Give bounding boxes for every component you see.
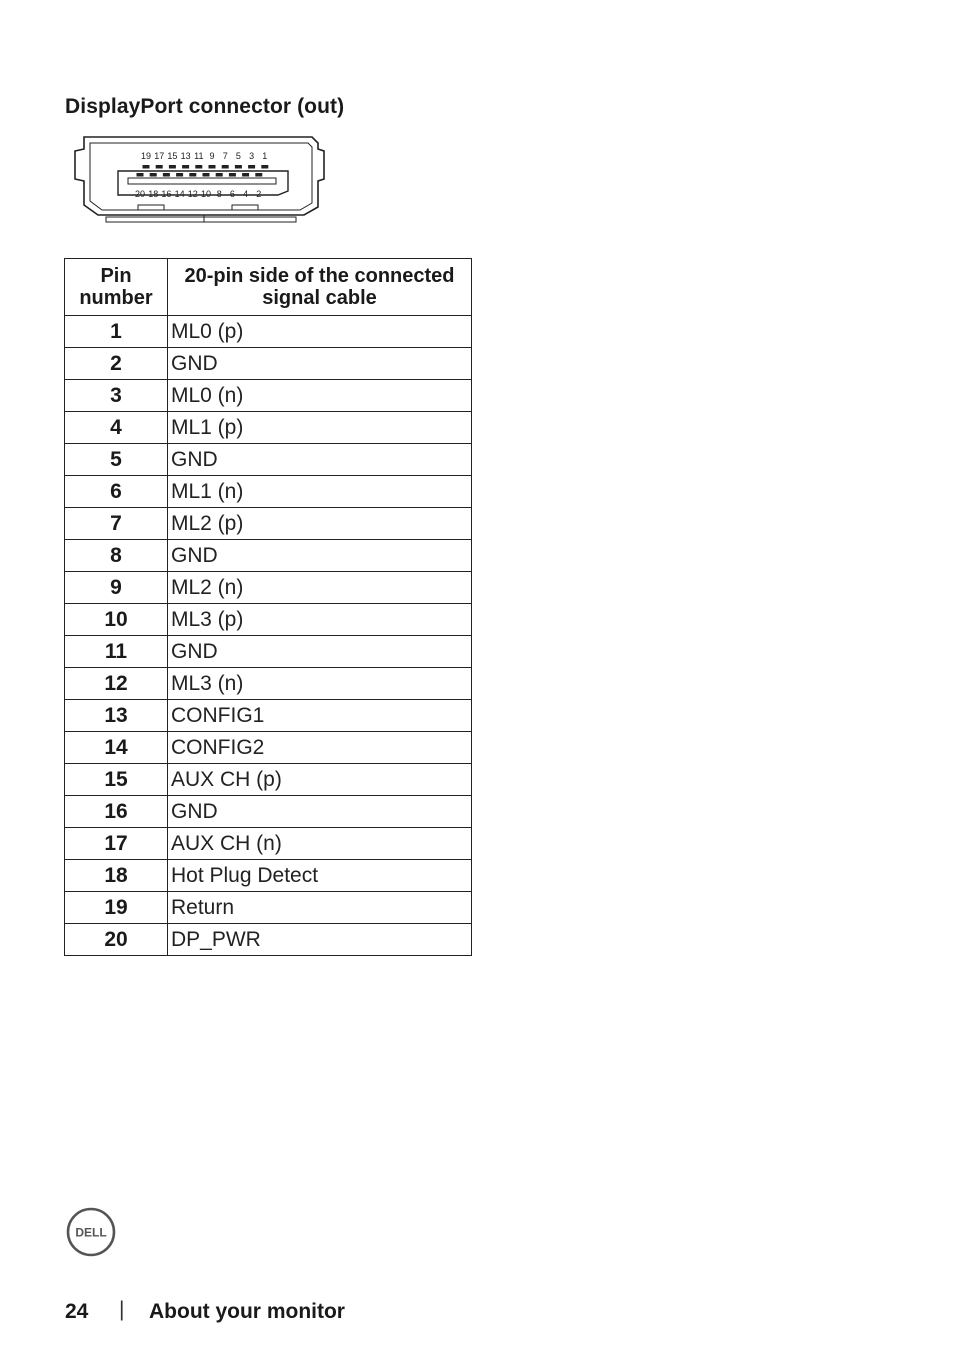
table-row	[65, 380, 472, 412]
pin-assignment-table	[64, 258, 472, 956]
connector-pin-label-top: 13	[180, 151, 191, 161]
signal-cell: Return	[168, 892, 472, 924]
connector-pin-top	[195, 165, 202, 169]
connector-pin-label-top: 7	[222, 151, 228, 161]
pin-number-cell: 5	[65, 444, 168, 476]
connector-pin-bottom	[176, 173, 183, 177]
signal-cell: Hot Plug Detect	[168, 860, 472, 892]
signal-cell: ML0 (p)	[168, 316, 472, 348]
page-number: 24	[65, 1300, 89, 1323]
connector-pin-label-bottom: 10	[200, 189, 212, 199]
connector-pin-label-bottom: 14	[174, 189, 185, 199]
table-row	[65, 444, 472, 476]
connector-pin-label-bottom: 20	[134, 189, 146, 199]
signal-cell: GND	[168, 444, 472, 476]
signal-cell: GND	[168, 636, 472, 668]
pin-number-cell: 10	[65, 604, 168, 636]
signal-cell: AUX CH (n)	[168, 828, 472, 860]
pin-number-cell: 3	[65, 380, 168, 412]
connector-pin-top	[169, 165, 176, 169]
pin-number-cell: 16	[65, 796, 168, 828]
table-row	[65, 764, 472, 796]
connector-pin-label-top: 5	[235, 151, 241, 161]
connector-pin-label-top: 1	[262, 151, 268, 161]
footer-separator: |	[119, 1298, 125, 1321]
connector-pin-bottom	[255, 173, 262, 177]
table-row	[65, 476, 472, 508]
signal-cell: ML2 (p)	[168, 508, 472, 540]
connector-pin-top	[222, 165, 229, 169]
pin-number-cell: 8	[65, 540, 168, 572]
table-row	[65, 924, 472, 956]
pin-number-cell: 17	[65, 828, 168, 860]
footer-section-name: About your monitor	[149, 1300, 345, 1323]
signal-cell: DP_PWR	[168, 924, 472, 956]
pin-number-cell: 14	[65, 732, 168, 764]
connector-pin-label-top: 3	[249, 151, 255, 161]
table-row	[65, 348, 472, 380]
pin-number-cell: 2	[65, 348, 168, 380]
signal-cell: AUX CH (p)	[168, 764, 472, 796]
table-row	[65, 860, 472, 892]
signal-cell: ML0 (n)	[168, 380, 472, 412]
signal-cell: GND	[168, 348, 472, 380]
connector-pin-top	[235, 165, 242, 169]
dell-logo-text: DELL	[75, 1225, 107, 1240]
table-row	[65, 508, 472, 540]
signal-cell: ML1 (p)	[168, 412, 472, 444]
pin-number-cell: 1	[65, 316, 168, 348]
signal-cell: CONFIG1	[168, 700, 472, 732]
connector-pin-label-bottom: 18	[148, 189, 159, 199]
table-row	[65, 572, 472, 604]
signal-cell: CONFIG2	[168, 732, 472, 764]
table-row	[65, 316, 472, 348]
connector-pin-label-bottom: 2	[256, 189, 262, 199]
pin-number-cell: 6	[65, 476, 168, 508]
dell-logo-icon	[66, 1207, 116, 1257]
connector-pin-bottom	[203, 173, 210, 177]
connector-pin-label-bottom: 12	[187, 189, 198, 199]
table-row	[65, 796, 472, 828]
connector-pin-top	[182, 165, 189, 169]
pin-number-cell: 13	[65, 700, 168, 732]
connector-pin-top	[209, 165, 216, 169]
table-row	[65, 540, 472, 572]
connector-pin-bottom	[137, 173, 144, 177]
pin-number-cell: 19	[65, 892, 168, 924]
table-row	[65, 700, 472, 732]
table-row	[65, 412, 472, 444]
connector-pin-bottom	[163, 173, 170, 177]
connector-pin-label-top: 15	[167, 151, 178, 161]
connector-pin-label-top: 19	[140, 151, 152, 161]
signal-cell: GND	[168, 540, 472, 572]
pin-number-cell: 7	[65, 508, 168, 540]
connector-pin-label-bottom: 6	[229, 189, 235, 199]
table-row	[65, 668, 472, 700]
pin-number-header: Pin number	[65, 259, 168, 316]
pin-number-cell: 15	[65, 764, 168, 796]
signal-cell: ML3 (p)	[168, 604, 472, 636]
signal-cell: ML3 (n)	[168, 668, 472, 700]
connector-pin-label-bottom: 8	[216, 189, 222, 199]
pin-number-cell: 4	[65, 412, 168, 444]
pin-number-cell: 9	[65, 572, 168, 604]
table-row	[65, 892, 472, 924]
table-row	[65, 732, 472, 764]
signal-cell: GND	[168, 796, 472, 828]
table-row	[65, 604, 472, 636]
connector-pin-bottom	[150, 173, 157, 177]
connector-pin-top	[143, 165, 150, 169]
connector-pin-label-top: 11	[194, 151, 204, 161]
pin-number-cell: 18	[65, 860, 168, 892]
signal-cell: ML2 (n)	[168, 572, 472, 604]
table-header-row	[65, 259, 472, 316]
table-row	[65, 828, 472, 860]
signal-cell: ML1 (n)	[168, 476, 472, 508]
connector-pin-top	[156, 165, 163, 169]
connector-pin-label-bottom: 4	[243, 189, 249, 199]
displayport-connector-diagram	[72, 133, 326, 225]
connector-pin-bottom	[242, 173, 249, 177]
connector-pin-top	[261, 165, 268, 169]
connector-pin-label-bottom: 16	[161, 189, 172, 199]
connector-pin-top	[248, 165, 255, 169]
signal-header: 20-pin side of the connected signal cable	[168, 259, 472, 316]
connector-pin-label-top: 9	[209, 151, 215, 161]
connector-pin-bottom	[229, 173, 236, 177]
pin-number-cell: 11	[65, 636, 168, 668]
pin-number-cell: 12	[65, 668, 168, 700]
pin-number-cell: 20	[65, 924, 168, 956]
section-title: DisplayPort connector (out)	[65, 95, 345, 118]
connector-pin-bottom	[189, 173, 196, 177]
connector-pin-label-top: 17	[154, 151, 165, 161]
connector-pin-bottom	[216, 173, 223, 177]
table-row	[65, 636, 472, 668]
